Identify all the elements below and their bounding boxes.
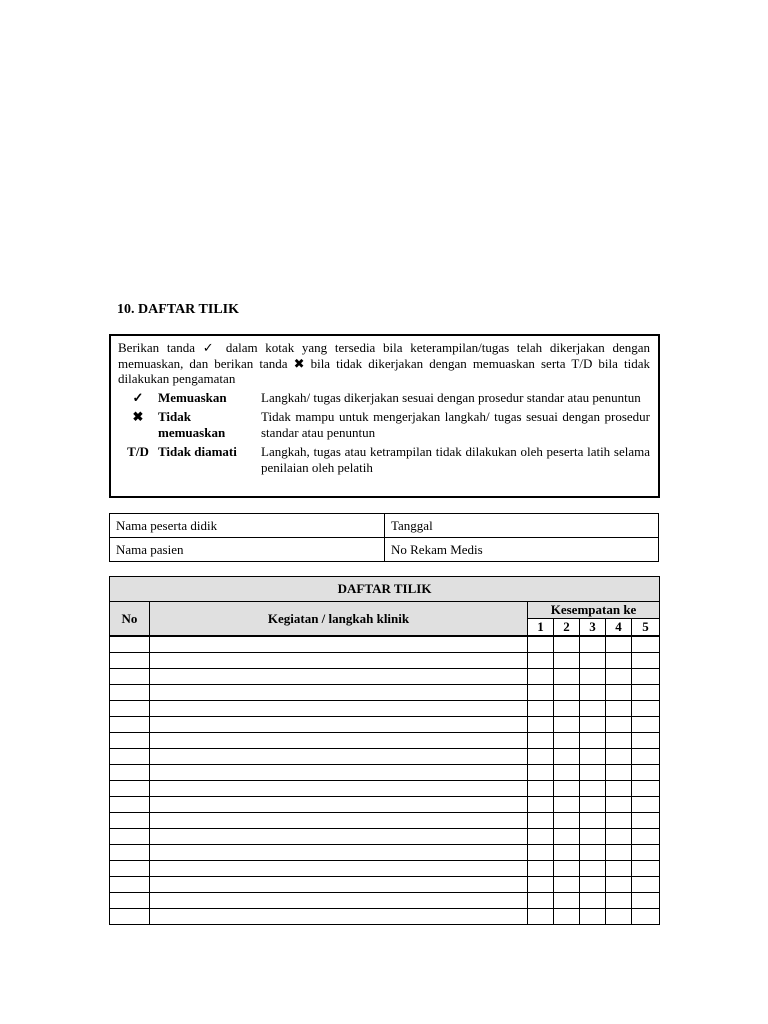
row-number-cell[interactable]: [110, 716, 150, 732]
opportunity-1-cell[interactable]: [528, 780, 554, 796]
table-row: [110, 860, 660, 876]
opportunity-1-cell[interactable]: [528, 748, 554, 764]
date-field[interactable]: Tanggal: [385, 514, 659, 538]
activity-cell[interactable]: [150, 860, 528, 876]
activity-cell[interactable]: [150, 716, 528, 732]
table-row: [110, 812, 660, 828]
activity-cell[interactable]: [150, 732, 528, 748]
row-number-cell[interactable]: [110, 908, 150, 924]
row-number-cell[interactable]: [110, 796, 150, 812]
table-row: [110, 844, 660, 860]
table-row: [110, 908, 660, 924]
opportunity-5-cell[interactable]: [632, 796, 660, 812]
table-row: [110, 892, 660, 908]
opportunity-1-cell[interactable]: [528, 700, 554, 716]
table-row: [110, 748, 660, 764]
row-number-cell[interactable]: [110, 876, 150, 892]
legend-row: [118, 390, 650, 410]
opportunity-2-cell[interactable]: [554, 796, 580, 812]
column-header-no: No: [110, 602, 150, 637]
row-number-cell[interactable]: [110, 668, 150, 684]
row-number-cell[interactable]: [110, 700, 150, 716]
opportunity-3-cell[interactable]: [580, 908, 606, 924]
opportunity-4-cell[interactable]: [606, 764, 632, 780]
opportunity-3-cell[interactable]: [580, 732, 606, 748]
opportunity-1-cell[interactable]: [528, 844, 554, 860]
opportunity-5: 5: [632, 619, 660, 637]
opportunity-5-cell[interactable]: [632, 876, 660, 892]
opportunity-2-cell[interactable]: [554, 636, 580, 652]
table-row: [110, 796, 660, 812]
opportunity-5-cell[interactable]: [632, 828, 660, 844]
opportunity-4-cell[interactable]: [606, 828, 632, 844]
opportunity-4-cell[interactable]: [606, 812, 632, 828]
legend-symbol-td: T/D: [127, 444, 149, 459]
opportunity-5-cell[interactable]: [632, 844, 660, 860]
opportunity-3-cell[interactable]: [580, 748, 606, 764]
opportunity-2-cell[interactable]: [554, 860, 580, 876]
activity-cell[interactable]: [150, 764, 528, 780]
cross-icon: ✖: [132, 409, 144, 424]
opportunity-3-cell[interactable]: [580, 700, 606, 716]
legend-term: Tidak memuaskan: [158, 409, 226, 440]
opportunity-4-cell[interactable]: [606, 732, 632, 748]
legend-row: [118, 409, 650, 444]
checklist-body: [110, 636, 660, 924]
activity-cell[interactable]: [150, 748, 528, 764]
activity-cell[interactable]: [150, 780, 528, 796]
opportunity-2-cell[interactable]: [554, 828, 580, 844]
opportunity-5-cell[interactable]: [632, 764, 660, 780]
row-number-cell[interactable]: [110, 652, 150, 668]
table-row: [110, 652, 660, 668]
opportunity-4: 4: [606, 619, 632, 637]
opportunity-1-cell[interactable]: [528, 860, 554, 876]
opportunity-3-cell[interactable]: [580, 764, 606, 780]
row-number-cell[interactable]: [110, 748, 150, 764]
legend-table: [118, 390, 650, 480]
opportunity-2-cell[interactable]: [554, 732, 580, 748]
row-number-cell[interactable]: [110, 764, 150, 780]
activity-cell[interactable]: [150, 876, 528, 892]
activity-cell[interactable]: [150, 668, 528, 684]
section-title: 10. DAFTAR TILIK: [117, 302, 240, 317]
opportunity-4-cell[interactable]: [606, 684, 632, 700]
activity-cell[interactable]: [150, 652, 528, 668]
opportunity-2-cell[interactable]: [554, 812, 580, 828]
opportunity-4-cell[interactable]: [606, 876, 632, 892]
table-row: [110, 780, 660, 796]
opportunity-1-cell[interactable]: [528, 796, 554, 812]
row-number-cell[interactable]: [110, 828, 150, 844]
opportunity-2-cell[interactable]: [554, 892, 580, 908]
opportunity-3-cell[interactable]: [580, 636, 606, 652]
opportunity-2-cell[interactable]: [554, 716, 580, 732]
opportunity-5-cell[interactable]: [632, 636, 660, 652]
legend-term: Tidak diamati: [158, 444, 237, 459]
opportunity-2-cell[interactable]: [554, 908, 580, 924]
opportunity-5-cell[interactable]: [632, 716, 660, 732]
opportunity-1-cell[interactable]: [528, 652, 554, 668]
opportunity-4-cell[interactable]: [606, 908, 632, 924]
row-number-cell[interactable]: [110, 732, 150, 748]
opportunity-3-cell[interactable]: [580, 716, 606, 732]
table-row: [110, 700, 660, 716]
opportunity-3-cell[interactable]: [580, 892, 606, 908]
opportunity-5-cell[interactable]: [632, 812, 660, 828]
opportunity-2-cell[interactable]: [554, 748, 580, 764]
identity-table: [109, 513, 659, 562]
activity-cell[interactable]: [150, 796, 528, 812]
opportunity-4-cell[interactable]: [606, 892, 632, 908]
table-row: [110, 668, 660, 684]
opportunity-5-cell[interactable]: [632, 732, 660, 748]
opportunity-4-cell[interactable]: [606, 636, 632, 652]
table-row: [110, 764, 660, 780]
opportunity-3-cell[interactable]: [580, 652, 606, 668]
activity-cell[interactable]: [150, 844, 528, 860]
opportunity-3-cell[interactable]: [580, 828, 606, 844]
activity-cell[interactable]: [150, 636, 528, 652]
row-number-cell[interactable]: [110, 684, 150, 700]
opportunity-5-cell[interactable]: [632, 892, 660, 908]
opportunity-4-cell[interactable]: [606, 796, 632, 812]
legend-desc: Langkah/ tugas dikerjakan sesuai dengan prosedur standar atau penuntun: [261, 389, 641, 405]
instructions-text: Berikan tanda ✓ dalam kotak yang tersedia bila keterampilan/tugas telah dikerjakan dengan memuaskan, dan berikan tanda ✖ bila tidak dikerjakan dengan memuaskan serta T/D bila tidak dilakukan pengamatan: [118, 340, 650, 386]
patient-name-field[interactable]: Nama pasien: [110, 538, 385, 562]
table-row: [110, 876, 660, 892]
row-number-cell[interactable]: [110, 892, 150, 908]
opportunity-5-cell[interactable]: [632, 748, 660, 764]
opportunity-3-cell[interactable]: [580, 812, 606, 828]
table-row: [110, 828, 660, 844]
checklist-title: DAFTAR TILIK: [110, 577, 660, 602]
opportunity-1-cell[interactable]: [528, 716, 554, 732]
opportunity-5-cell[interactable]: [632, 684, 660, 700]
column-header-activity: Kegiatan / langkah klinik: [150, 602, 528, 637]
opportunity-1-cell[interactable]: [528, 668, 554, 684]
table-row: [110, 636, 660, 652]
row-number-cell[interactable]: [110, 780, 150, 796]
column-header-opportunity: Kesempatan ke: [528, 602, 660, 619]
opportunity-1-cell[interactable]: [528, 892, 554, 908]
opportunity-1-cell[interactable]: [528, 764, 554, 780]
activity-cell[interactable]: [150, 908, 528, 924]
opportunity-1-cell[interactable]: [528, 828, 554, 844]
opportunity-3-cell[interactable]: [580, 668, 606, 684]
opportunity-1-cell[interactable]: [528, 812, 554, 828]
opportunity-2-cell[interactable]: [554, 700, 580, 716]
opportunity-5-cell[interactable]: [632, 908, 660, 924]
opportunity-5-cell[interactable]: [632, 700, 660, 716]
opportunity-3-cell[interactable]: [580, 684, 606, 700]
opportunity-4-cell[interactable]: [606, 748, 632, 764]
opportunity-5-cell[interactable]: [632, 652, 660, 668]
opportunity-2-cell[interactable]: [554, 668, 580, 684]
opportunity-2: 2: [554, 619, 580, 637]
opportunity-4-cell[interactable]: [606, 844, 632, 860]
opportunity-3-cell[interactable]: [580, 844, 606, 860]
checklist-table: [109, 576, 660, 925]
opportunity-5-cell[interactable]: [632, 780, 660, 796]
table-row: [110, 732, 660, 748]
opportunity-1-cell[interactable]: [528, 876, 554, 892]
opportunity-5-cell[interactable]: [632, 860, 660, 876]
opportunity-1-cell[interactable]: [528, 732, 554, 748]
table-row: [110, 716, 660, 732]
opportunity-1-cell[interactable]: [528, 684, 554, 700]
opportunity-2-cell[interactable]: [554, 876, 580, 892]
opportunity-2-cell[interactable]: [554, 764, 580, 780]
opportunity-3-cell[interactable]: [580, 876, 606, 892]
opportunity-1-cell[interactable]: [528, 908, 554, 924]
opportunity-4-cell[interactable]: [606, 860, 632, 876]
opportunity-5-cell[interactable]: [632, 668, 660, 684]
medical-record-field[interactable]: No Rekam Medis: [385, 538, 659, 562]
opportunity-4-cell[interactable]: [606, 700, 632, 716]
opportunity-2-cell[interactable]: [554, 684, 580, 700]
opportunity-3-cell[interactable]: [580, 860, 606, 876]
opportunity-4-cell[interactable]: [606, 652, 632, 668]
opportunity-2-cell[interactable]: [554, 780, 580, 796]
opportunity-4-cell[interactable]: [606, 668, 632, 684]
opportunity-3-cell[interactable]: [580, 780, 606, 796]
legend-term: Memuaskan: [158, 389, 227, 405]
legend-row: [118, 444, 650, 479]
opportunity-3: 3: [580, 619, 606, 637]
row-number-cell[interactable]: [110, 844, 150, 860]
instructions-box: [109, 334, 660, 498]
legend-desc: Langkah, tugas atau ketrampilan tidak dilakukan oleh peserta latih selama penilaian oleh pelatih: [261, 444, 650, 475]
activity-cell[interactable]: [150, 828, 528, 844]
checkmark-icon: ✓: [132, 389, 144, 405]
opportunity-1: 1: [528, 619, 554, 637]
opportunity-4-cell[interactable]: [606, 716, 632, 732]
activity-cell[interactable]: [150, 892, 528, 908]
row-number-cell[interactable]: [110, 860, 150, 876]
legend-desc: Tidak mampu untuk mengerjakan langkah/ tugas sesuai dengan prosedur standar atau penuntun: [261, 409, 650, 440]
row-number-cell[interactable]: [110, 636, 150, 652]
opportunity-1-cell[interactable]: [528, 636, 554, 652]
activity-cell[interactable]: [150, 700, 528, 716]
opportunity-3-cell[interactable]: [580, 796, 606, 812]
activity-cell[interactable]: [150, 684, 528, 700]
opportunity-2-cell[interactable]: [554, 652, 580, 668]
activity-cell[interactable]: [150, 812, 528, 828]
opportunity-4-cell[interactable]: [606, 780, 632, 796]
table-row: [110, 684, 660, 700]
row-number-cell[interactable]: [110, 812, 150, 828]
student-name-field[interactable]: Nama peserta didik: [110, 514, 385, 538]
opportunity-2-cell[interactable]: [554, 844, 580, 860]
